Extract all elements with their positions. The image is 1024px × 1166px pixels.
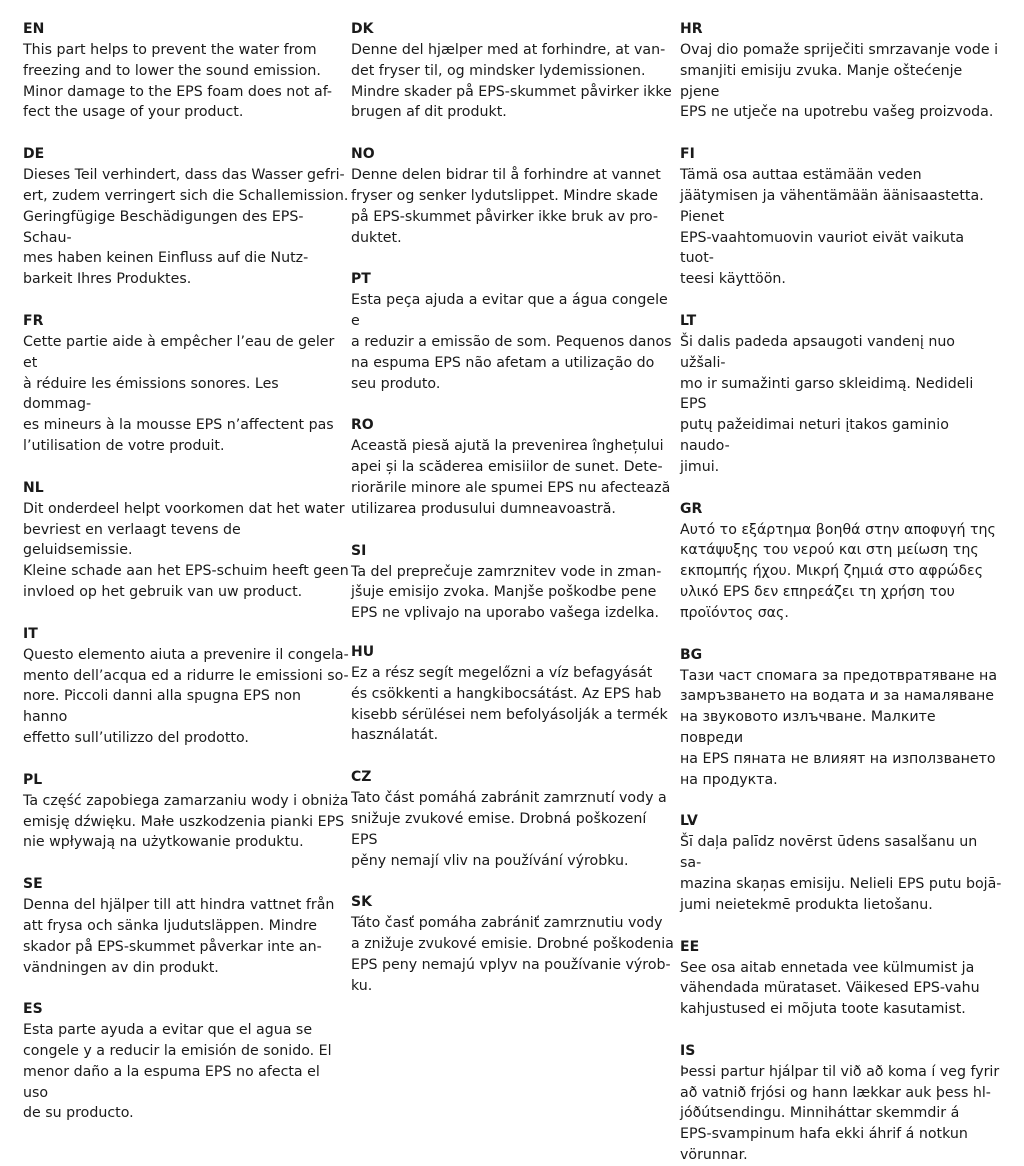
language-text: Ez a rész segít megelőzni a víz befagyását és csökkenti a hangkibocsátást. Az EPS hab kisebb sérülései nem befolyásolják a termék használatát. [351, 664, 668, 744]
language-block-gr [680, 499, 1002, 624]
language-text: Ovaj dio pomaže spriječiti smrzavanje vode i smanjiti emisiju zvuka. Manje oštećenje pjene EPS ne utječe na upotrebu vašeg proizvoda. [680, 42, 999, 121]
language-block-ro [351, 415, 675, 519]
language-code: ES [23, 1001, 43, 1018]
language-block-se [23, 874, 349, 978]
language-code: RO [351, 417, 374, 434]
language-block-pl [23, 770, 349, 853]
language-block-pt [351, 269, 675, 394]
language-text: Тази част спомага за предотвратяване на замръзването на водата и за намаляване на звуковото излъчване. Малките повреди на EPS пяната не влияят на използването на продукта. [680, 667, 998, 788]
language-code: EN [23, 21, 45, 37]
language-text: Dieses Teil verhindert, dass das Wasser gefri- ert, zudem verringert sich die Schallemission. Geringfügige Beschädigungen des EPS-Schau- mes haben keinen Einfluss auf die Nutz- barkeit Ihres Produktes. [23, 167, 349, 288]
language-code: PT [351, 271, 371, 288]
column-1 [23, 19, 349, 1124]
language-text: Þessi partur hjálpar til við að koma í veg fyrir að vatnið frjósi og hann lækkar auk þess hl- jóðútsendingu. Minniháttar skemmdir á EPS-svampinum hafa ekki áhrif á notkun vörunnar. [680, 1063, 1000, 1164]
language-code: IT [23, 625, 38, 642]
language-text: Questo elemento aiuta a prevenire il congela- mento dell’acqua ed a ridurre le emissioni so- nore. Piccoli danni alla spugna EPS non hanno effetto sull’utilizzo del prodotto. [23, 646, 349, 746]
language-block-de [23, 144, 349, 290]
language-block-en [23, 19, 349, 123]
language-block-bg [680, 645, 1002, 791]
language-block-es [23, 999, 349, 1124]
language-block-hr [680, 19, 1002, 123]
language-block-is [680, 1041, 1002, 1166]
language-block-lv [680, 811, 1002, 915]
language-text: This part helps to prevent the water from freezing and to lower the sound emission. Minor damage to the EPS foam does not af- fect the usage of your product. [23, 42, 333, 121]
language-code: NO [351, 146, 375, 163]
language-text: Tato část pomáhá zabránit zamrznutí vody a snižuje zvukové emise. Drobná poškození EPS pěny nemají vliv na používání výrobku. [351, 790, 667, 869]
language-code: SI [351, 542, 367, 559]
language-code: CZ [351, 769, 372, 786]
language-code: LV [680, 813, 698, 830]
language-code: FR [23, 312, 44, 329]
language-text: Dit onderdeel helpt voorkomen dat het water bevriest en verlaagt tevens de geluidsemissie. Kleine schade aan het EPS-schuim heeft geen invloed op het gebruik van uw product. [23, 500, 349, 600]
column-3 [680, 19, 1002, 1166]
language-block-fr [23, 311, 349, 457]
language-code: NL [23, 479, 44, 496]
language-text: Ta del preprečuje zamrznitev vode in zman- jšuje emisijo zvoka. Manjše poškodbe pene EPS ne vplivajo na uporabo vašega izdelka. [351, 563, 662, 622]
language-code: HU [351, 643, 375, 660]
language-block-lt [680, 311, 1002, 478]
language-block-cz [351, 767, 675, 871]
language-block-it [23, 624, 349, 749]
language-text: Αυτό το εξάρτημα βοηθά στην αποφυγή της κατάψυξης του νερού και στη μείωση της εκπομπής ήχου. Μικρή ζημιά στο αφρώδες υλικό EPS δεν επηρεάζει τη χρήση του προϊόντος σας. [680, 521, 996, 621]
language-code: EE [680, 938, 700, 955]
language-block-fi [680, 144, 1002, 290]
language-code: BG [680, 646, 703, 663]
language-text: Tämä osa auttaa estämään veden jäätymisen ja vähentämään äänisaastetta. Pienet EPS-vaahtomuovin vauriot eivät vaikuta tuot- teesi käyttöön. [680, 167, 984, 288]
language-block-sk [351, 892, 675, 996]
language-block-no [351, 144, 675, 248]
language-block-si [351, 541, 675, 624]
language-text: Ši dalis padeda apsaugoti vandenį nuo užšali- mo ir sumažinti garso skleidimą. Nedideli EPS putų pažeidimai neturi įtakos gaminio naudo- jimui. [680, 333, 974, 475]
language-code: LT [680, 312, 697, 329]
language-code: GR [680, 500, 703, 517]
language-text: Šī daļa palīdz novērst ūdens sasalšanu un sa- mazina skaņas emisiju. Nelieli EPS putu bojā- jumi neietekmē produkta lietošanu. [680, 834, 1002, 913]
column-2 [351, 19, 675, 997]
language-code: DE [23, 146, 45, 163]
language-block-dk [351, 19, 675, 123]
language-text: Această piesă ajută la prevenirea înghețului apei și la scăderea emisiilor de sunet. Dete- riorările minore ale spumei EPS nu afectează utilizarea produsului dumneavoastră. [351, 438, 671, 517]
language-text: Esta peça ajuda a evitar que a água congele e a reduzir a emissão de som. Pequenos danos na espuma EPS não afetam a utilização do seu produto. [351, 292, 672, 392]
language-text: Denne del hjælper med at forhindre, at van- det fryser til, og mindsker lydemissionen. Mindre skader på EPS-skummet påvirker ikke brugen af dit produkt. [351, 42, 672, 121]
language-block-nl [23, 478, 349, 603]
language-code: FI [680, 146, 695, 163]
language-text: Táto časť pomáha zabrániť zamrznutiu vody a znižuje zvukové emisie. Drobné poškodenia EPS peny nemajú vplyv na používanie výrob- ku. [351, 915, 674, 994]
language-code: DK [351, 21, 374, 37]
language-code: SK [351, 894, 372, 911]
language-code: IS [680, 1042, 696, 1059]
language-text: Denne delen bidrar til å forhindre at vannet fryser og senker lydutslippet. Mindre skade på EPS-skummet påvirker ikke bruk av pro- duktet. [351, 167, 661, 246]
language-block-ee [680, 937, 1002, 1020]
language-code: HR [680, 21, 703, 37]
language-text: Ta część zapobiega zamarzaniu wody i obniża emisję dźwięku. Małe uszkodzenia pianki EPS nie wpływają na użytkowanie produktu. [23, 792, 349, 851]
language-block-hu [351, 642, 675, 746]
language-text: Cette partie aide à empêcher l’eau de geler et à réduire les émissions sonores. Les dommag- es mineurs à la mousse EPS n’affectent pas l’utilisation de votre produit. [23, 333, 335, 454]
language-text: Esta parte ayuda a evitar que el agua se congele y a reducir la emisión de sonido. El menor daño a la espuma EPS no afecta el uso de su producto. [23, 1022, 332, 1122]
language-text: See osa aitab ennetada vee külmumist ja vähendada mürataset. Väikesed EPS-vahu kahjustused ei mõjuta toote kasutamist. [680, 959, 980, 1018]
language-code: SE [23, 876, 43, 893]
language-text: Denna del hjälper till att hindra vattnet från att frysa och sänka ljudutsläppen. Mindre skador på EPS-skummet påverkar inte an- vändningen av din produkt. [23, 897, 335, 976]
language-code: PL [23, 771, 43, 788]
